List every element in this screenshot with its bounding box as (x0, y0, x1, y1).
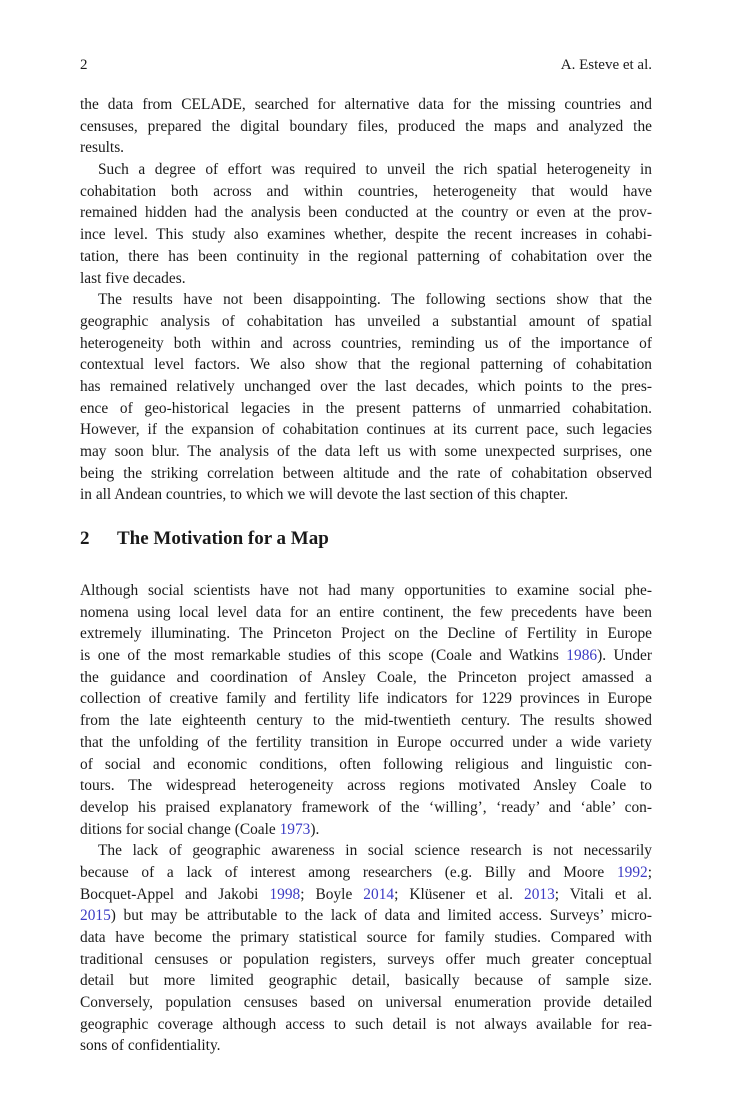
text-segment: ince level. This study also examines whether, despite the recent increases in cohabi- (80, 226, 652, 244)
text-line (80, 862, 652, 884)
text-line (80, 419, 652, 441)
text-segment: ; (647, 863, 652, 881)
citation-link[interactable]: 2014 (363, 885, 395, 903)
text-line (80, 688, 652, 710)
running-head: A. Esteve et al. (560, 57, 652, 73)
text-segment: may soon blur. The analysis of the data left us with some unexpected surprises, one (80, 443, 652, 460)
text-segment: is one of the most remarkable studies of this scope (Coale and Watkins (80, 647, 567, 665)
paragraph (80, 159, 652, 289)
text-line (80, 463, 652, 485)
text-line (80, 159, 652, 181)
text-segment: that the unfolding of the fertility transition in Europe occurred under a wide variety (80, 733, 652, 751)
text-line (80, 289, 652, 311)
text-segment: the guidance and coordination of Ansley Coale, the Princeton project amassed a (80, 668, 652, 686)
text-line (80, 246, 652, 268)
text-line (80, 992, 652, 1014)
text-line (80, 775, 652, 797)
paragraph (80, 580, 652, 840)
text-segment: the data from CELADE, searched for alternative data for the missing countries and (80, 96, 652, 113)
section-title: The Motivation for a Map (117, 528, 329, 549)
citation-link[interactable]: 1973 (279, 820, 311, 838)
paragraph (80, 94, 652, 159)
text-segment: contextual level factors. We also show that the regional patterning of cohabitation (80, 356, 652, 374)
text-line (80, 905, 652, 927)
text-line (80, 354, 652, 376)
text-line (80, 819, 652, 841)
citation-link[interactable]: 1992 (616, 863, 648, 881)
text-line (80, 754, 652, 776)
text-segment: last five decades. (80, 269, 186, 287)
text-segment: ; Klüsener et al. (394, 885, 524, 903)
text-segment: because of a lack of interest among researchers (e.g. Billy and Moore (80, 863, 617, 881)
text-line (80, 1014, 652, 1036)
text-segment: ). (310, 820, 320, 838)
text-line (80, 94, 652, 116)
text-line (80, 268, 652, 290)
text-line (80, 398, 652, 420)
text-line (80, 1035, 652, 1057)
text-line (80, 484, 652, 506)
text-line (80, 116, 652, 138)
text-segment: Although social scientists have not had many opportunities to examine social phe- (80, 582, 652, 599)
text-segment: collection of creative family and fertility life indicators for 1229 provinces in Europe (80, 690, 652, 708)
text-line (80, 732, 652, 754)
text-segment: remained hidden had the analysis been conducted at the country or even at the prov- (80, 204, 652, 222)
text-line (80, 311, 652, 333)
text-line (80, 710, 652, 732)
text-segment: tours. The widespread heterogeneity across regions motivated Ansley Coale to (80, 777, 652, 795)
page-number: 2 (80, 57, 88, 73)
section-text-block (80, 580, 652, 1057)
text-line (80, 224, 652, 246)
text-segment: traditional censuses or population registers, surveys offer much greater conceptual (80, 950, 652, 968)
text-segment: cohabitation both across and within countries, heterogeneity that would have (80, 182, 652, 200)
text-segment: data have become the primary statistical source for family studies. Compared with (80, 929, 652, 946)
text-line (80, 333, 652, 355)
text-line (80, 797, 652, 819)
text-segment: ; Vitali et al. (554, 885, 652, 903)
text-line (80, 376, 652, 398)
text-line (80, 181, 652, 203)
text-segment: The results have not been disappointing. The following sections show that the (98, 291, 652, 309)
text-segment: in all Andean countries, to which we will devote the last section of this chapter. (80, 486, 569, 504)
text-segment: being the striking correlation between altitude and the rate of cohabitation observed (80, 464, 652, 482)
text-segment: geographic coverage although access to such detail is not always available for rea- (80, 1015, 652, 1033)
paragraph (80, 840, 652, 1057)
text-segment: The lack of geographic awareness in social science research is not necessarily (98, 842, 652, 860)
text-segment: Such a degree of effort was required to unveil the rich spatial heterogeneity in (98, 161, 652, 179)
text-line (80, 949, 652, 971)
text-segment: ). Under (597, 647, 652, 665)
section-number: 2 (80, 528, 90, 549)
text-segment: detail but more limited geographic detail, basically because of sample size. (80, 972, 652, 990)
text-segment: sons of confidentiality. (80, 1037, 221, 1055)
text-segment: nomena using local level data for an entire continent, the few precedents have been (80, 603, 652, 621)
text-line (80, 580, 652, 602)
text-segment: has remained relatively unchanged over the last decades, which points to the pres- (80, 377, 652, 395)
citation-link[interactable]: 1998 (269, 885, 301, 903)
text-line (80, 202, 652, 224)
text-segment: Conversely, population censuses based on universal enumeration provide detailed (80, 994, 652, 1012)
text-segment: of social and economic conditions, often following religious and linguistic con- (80, 755, 652, 773)
text-segment: extremely illuminating. The Princeton Project on the Decline of Fertility in Europe (80, 625, 652, 643)
paragraph (80, 289, 652, 506)
citation-link[interactable]: 2015 (80, 907, 111, 925)
text-line (80, 927, 652, 949)
text-segment: However, if the expansion of cohabitation continues at its current pace, such legacies (80, 421, 652, 439)
text-segment: tation, there has been continuity in the regional patterning of cohabitation over the (80, 247, 652, 265)
text-line (80, 884, 652, 906)
text-line (80, 602, 652, 624)
text-segment: Bocquet-Appel and Jakobi (80, 885, 270, 903)
text-line (80, 623, 652, 645)
citation-link[interactable]: 2013 (524, 885, 555, 903)
text-segment: ; Boyle (300, 885, 364, 903)
intro-text-block (80, 94, 652, 506)
text-segment: from the late eighteenth century to the mid-twentieth century. The results showed (80, 712, 652, 730)
text-line (80, 137, 652, 159)
text-line (80, 970, 652, 992)
text-line (80, 645, 652, 667)
citation-link[interactable]: 1986 (566, 647, 598, 665)
text-line (80, 667, 652, 689)
text-segment: censuses, prepared the digital boundary files, produced the maps and analyzed the (80, 117, 652, 135)
text-segment: ence of geo-historical legacies in the present patterns of unmarried cohabitation. (80, 399, 652, 417)
text-segment: ditions for social change (Coale (80, 820, 280, 838)
text-line (80, 840, 652, 862)
text-segment: heterogeneity both within and across countries, reminding us of the importance of (80, 334, 652, 352)
text-segment: develop his praised explanatory framework of the ‘willing’, ‘ready’ and ‘able’ con- (80, 798, 652, 816)
text-segment: geographic analysis of cohabitation has unveiled a substantial amount of spatial (80, 312, 652, 330)
text-line (80, 441, 652, 463)
text-segment: results. (80, 139, 125, 157)
section-heading (80, 528, 329, 550)
text-segment: ) but may be attributable to the lack of data and limited access. Surveys’ micro- (110, 907, 652, 925)
